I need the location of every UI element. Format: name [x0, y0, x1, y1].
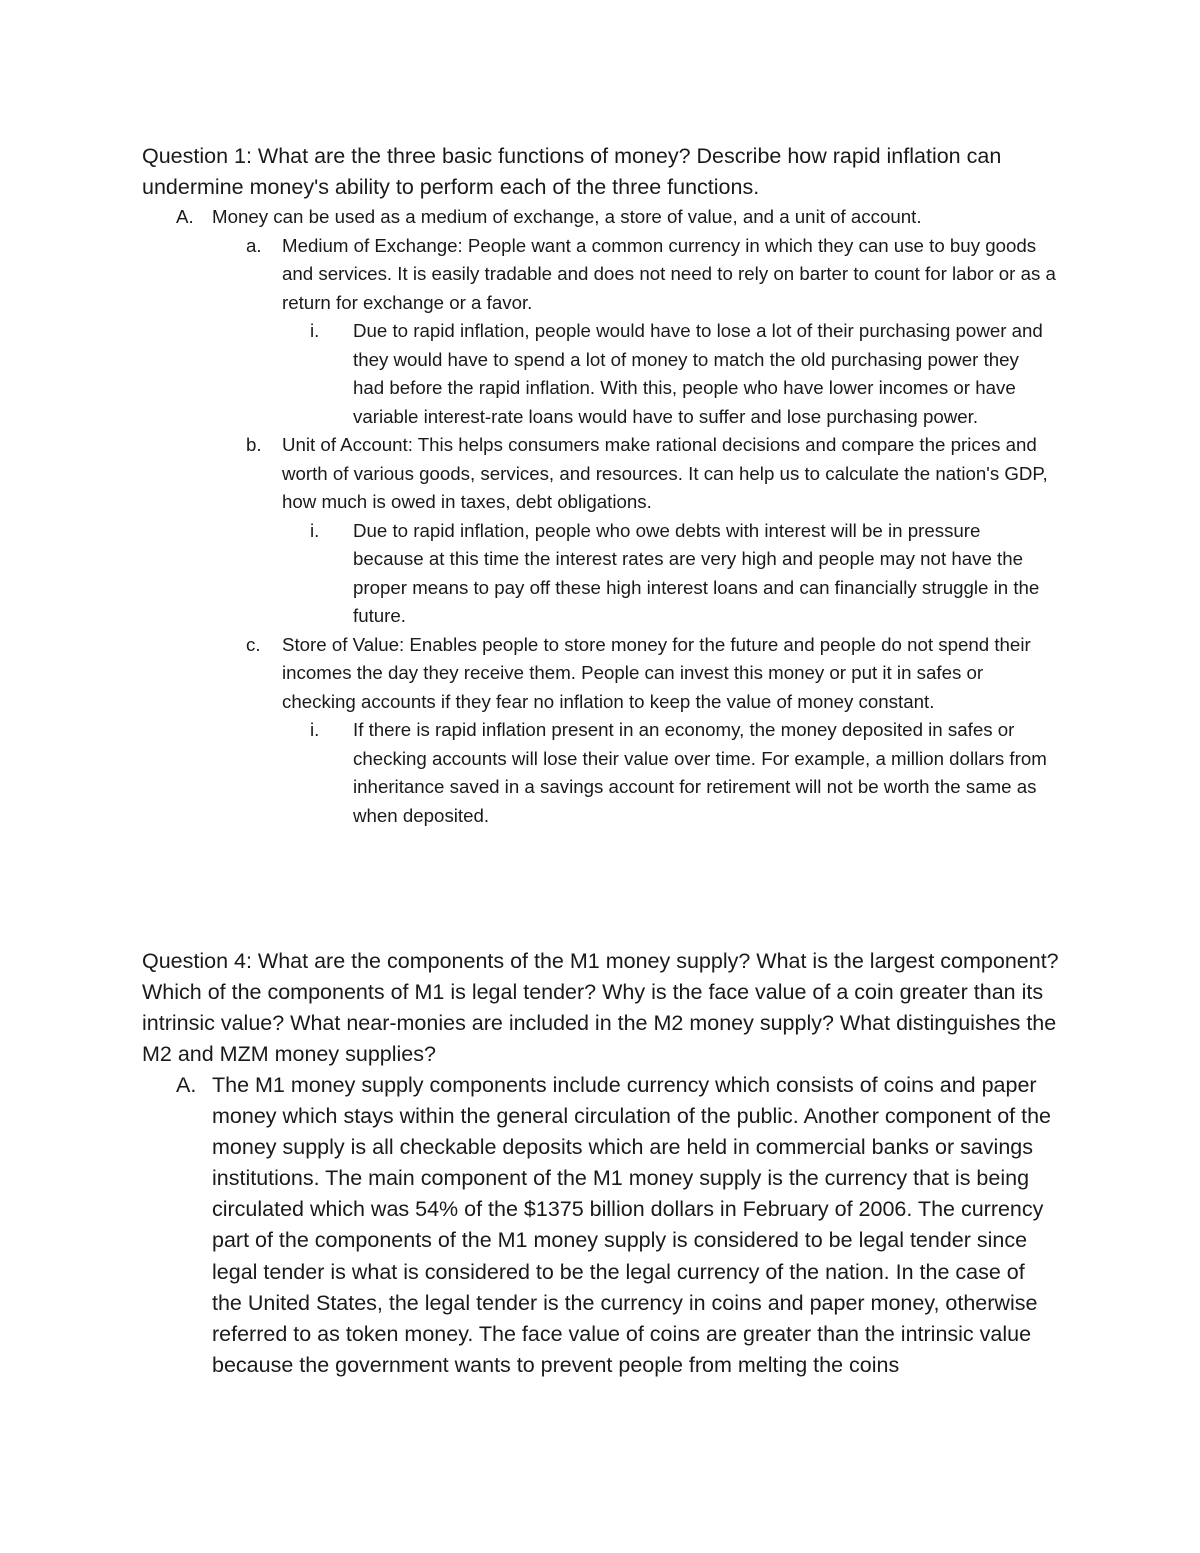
list-marker: A. [176, 206, 194, 227]
sub-item-text: Due to rapid inflation, people who owe debts with interest will be in pressure because at this time the interest rates are very high and people may not have the proper means to pay off these high interest loans and can financially struggle in the future. [353, 519, 1040, 626]
list-marker: A. [176, 1073, 197, 1097]
list-item-text: Store of Value: Enables people to store money for the future and people do not spend their incomes the day they receive them. People can invest this money or put it in safes or checking accounts if they fear no inflation to keep the value of money constant. [282, 633, 1031, 712]
list-marker: a. [246, 234, 262, 256]
sub-item-store-of-value-inflation [142, 716, 1050, 830]
list-item-medium-of-exchange [142, 232, 1056, 318]
answer-text: Money can be used as a medium of exchange, a store of value, and a unit of account. [212, 206, 922, 227]
list-marker: i. [310, 519, 320, 541]
list-marker: i. [310, 719, 320, 740]
list-item-unit-of-account [142, 431, 1056, 517]
question-4-answer [142, 1070, 1056, 1381]
question-4-section [142, 946, 1072, 1381]
sub-item-unit-of-account-inflation [142, 517, 1050, 631]
sub-item-medium-of-exchange-inflation [142, 317, 1050, 431]
list-marker: b. [246, 434, 262, 455]
question-4-text: Question 4: What are the components of the M1 money supply? What is the largest component? Which of the components of M1 is legal tender? Why is the face value of a coin greater than its intrinsic value? What near-monies are included in the M2 money supply? What distinguishes the M2 and MZM money supplies? [142, 949, 1059, 1066]
sub-item-text: If there is rapid inflation present in an economy, the money deposited in safes or checking accounts will lose their value over time. For example, a million dollars from inheritance saved in a savings account for retirement will not be worth the same as when deposited. [353, 719, 1047, 826]
list-item-store-of-value [142, 631, 1056, 717]
list-marker: i. [310, 320, 320, 341]
question-1-section [142, 141, 1072, 830]
list-marker: c. [246, 633, 261, 655]
question-1-text: Question 1: What are the three basic functions of money? Describe how rapid inflation can undermine money's ability to perform each of the three functions. [142, 144, 1002, 199]
sub-item-text: Due to rapid inflation, people would have to lose a lot of their purchasing power and they would have to spend a lot of money to match the old purchasing power they had before the rapid inflation. With this, people who have lower incomes or have variable interest-rate loans would have to suffer and lose purchasing power. [353, 320, 1043, 427]
list-item-text: Unit of Account: This helps consumers make rational decisions and compare the prices and worth of various goods, services, and resources. It can help us to calculate the nation's GDP, how much is owed in taxes, debt obligations. [282, 434, 1048, 512]
answer-text: The M1 money supply components include currency which consists of coins and paper money which stays within the general circulation of the public. Another component of the money supply is all checkable deposits which are held in commercial banks or savings institutions. The main component of the M1 money supply is the currency that is being circulated which was 54% of the $1375 billion dollars in February of 2006. The currency part of the components of the M1 money supply is considered to be legal tender since legal tender is what is considered to be the legal currency of the nation. In the case of the United States, the legal tender is the currency in coins and paper money, otherwise referred to as token money. The face value of coins are greater than the intrinsic value because the government wants to prevent people from melting the coins [212, 1073, 1051, 1377]
list-item-text: Medium of Exchange: People want a common currency in which they can use to buy goods and services. It is easily tradable and does not need to rely on barter to count for labor or as a return for exchange or a favor. [282, 234, 1056, 313]
question-1-answer [142, 203, 1072, 232]
